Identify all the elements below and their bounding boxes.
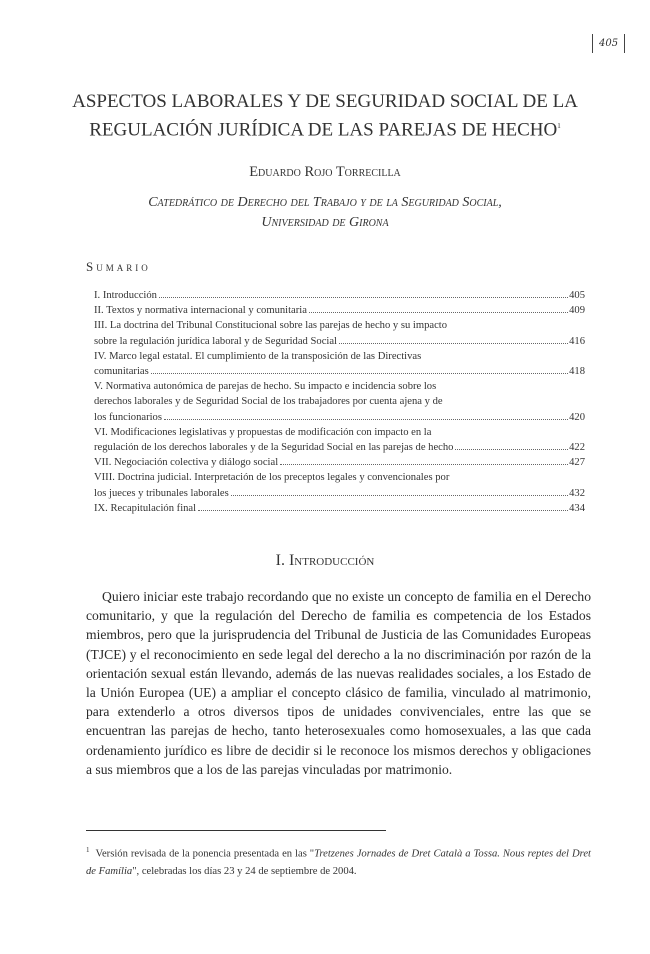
toc-entry-title: I. Introducción [94,290,157,301]
toc-page-number: 418 [569,366,585,378]
toc-page-number: 405 [569,290,585,301]
toc-entry-last-line [94,334,585,349]
toc-page-number: 409 [569,305,585,317]
toc-leader-dots [198,510,568,511]
toc-entry[interactable] [94,379,585,425]
toc-leader-dots [455,449,568,450]
toc-entry-title: regulación de los derechos laborales y de la Seguridad Social en las parejas de hecho [94,442,454,454]
toc-entry-last-line [94,303,585,318]
toc-leader-dots [151,373,568,374]
footnote-divider [86,830,386,831]
toc-entry-last-line [94,455,585,470]
affiliation-line-1: Catedrático de Derecho del Trabajo y de la Seguridad Social, [148,195,502,210]
toc-entry-line: VIII. Doctrina judicial. Interpretación de los preceptos legales y convencionales por [94,472,450,484]
toc-entry-title: II. Textos y normativa internacional y comunitaria [94,305,307,317]
author-name: Eduardo Rojo Torrecilla [249,164,401,180]
author-affiliation [60,193,590,233]
title-footnote-marker[interactable]: 1 [557,122,561,130]
toc-entry-line: derechos laborales y de Seguridad Social de los trabajadores por cuenta ajena y de [94,396,443,408]
article-title [60,90,590,142]
toc-entry-title: VII. Negociación colectiva y diálogo social [94,457,279,469]
footnote [86,842,591,880]
toc-entry[interactable] [94,501,585,516]
toc-entry[interactable] [94,303,585,318]
toc-leader-dots [159,297,568,298]
title-line-2 [60,114,590,142]
page-number: 405 [592,34,625,53]
toc-entry-title: los funcionarios [94,411,162,423]
toc-leader-dots [339,343,568,344]
toc-entry-last-line [94,364,585,379]
table-of-contents [94,288,585,516]
footnote-text-before: Versión revisada de la ponencia presentada en las " [95,848,315,860]
toc-entry-last-line [94,410,585,425]
section-heading: I. Introducción [275,552,375,569]
body-paragraph: Quiero iniciar este trabajo recordando que no existe un concepto de familia en el Derecho comunitario, y que la regulación del Derecho de familia es competencia de los Estados miembros, pero que la jurisprudencia del Tribunal de Justicia de las Comunidades Europeas (TJCE) y el reconocimiento en sede legal del derecho a la no discriminación por razón de la orientación sexual están llevando, además de las nuevas realidades sociales, a los Estado de la Unión Europea (UE) a ampliar el concepto clásico de familia, vinculado al matrimonio, para extenderlo a otros diversos tipos de unidades convivenciales, entre las que se encuentran las parejas de hecho, tanto heterosexuales como homosexuales, a las que cada ordenamiento jurídico es libre de decidir si le reconoce los mismos derechos y obligaciones a sus miembros que a los de las parejas vinculadas por matrimonio. [86,589,591,777]
toc-entry-last-line [94,486,585,501]
toc-entry-title: IX. Recapitulación final [94,502,197,514]
toc-entry-last-line [94,501,585,516]
toc-leader-dots [231,495,568,496]
footnote-marker: 1 [86,846,90,854]
toc-entry[interactable] [94,318,585,348]
toc-page-number: 427 [569,457,585,469]
toc-entry-last-line [94,440,585,455]
toc-entry[interactable] [94,349,585,379]
toc-entry-title: sobre la regulación jurídica laboral y de Seguridad Social [94,335,337,347]
toc-leader-dots [280,464,568,465]
title-line-2-text: REGULACIÓN JURÍDICA DE LAS PAREJAS DE HECHO [89,119,558,141]
toc-leader-dots [309,312,568,313]
toc-entry-last-line [94,288,585,303]
toc-entry-title: los jueces y tribunales laborales [94,487,229,499]
footnote-text-after: ", celebradas los días 23 y 24 de septiembre de 2004. [132,865,357,877]
toc-page-number: 422 [569,442,585,454]
toc-entry[interactable] [94,470,585,500]
toc-entry-line: III. La doctrina del Tribunal Constitucional sobre las parejas de hecho y su impacto [94,320,448,332]
toc-entry-line: IV. Marco legal estatal. El cumplimiento de la transposición de las Directivas [94,350,422,362]
toc-page-number: 420 [569,411,585,423]
toc-entry-line: V. Normativa autonómica de parejas de hecho. Su impacto e incidencia sobre los [94,381,437,393]
footnote-italic-title: Tretzenes Jornades de Dret Català a Tossa. Nous reptes del Dret de Família [86,848,591,877]
toc-entry-title: comunitarias [94,366,149,378]
toc-page-number: 434 [569,502,585,514]
title-line-1: ASPECTOS LABORALES Y DE SEGURIDAD SOCIAL DE LA [72,91,578,112]
toc-leader-dots [164,419,568,420]
sumario-heading: Sumario [86,259,151,274]
toc-entry[interactable] [94,455,585,470]
toc-entry[interactable] [94,425,585,455]
toc-page-number: 416 [569,335,585,347]
toc-entry[interactable] [94,288,585,303]
affiliation-line-2: Universidad de Girona [261,215,389,230]
toc-entry-line: VI. Modificaciones legislativas y propuestas de modificación con impacto en la [94,426,432,438]
toc-page-number: 432 [569,487,585,499]
